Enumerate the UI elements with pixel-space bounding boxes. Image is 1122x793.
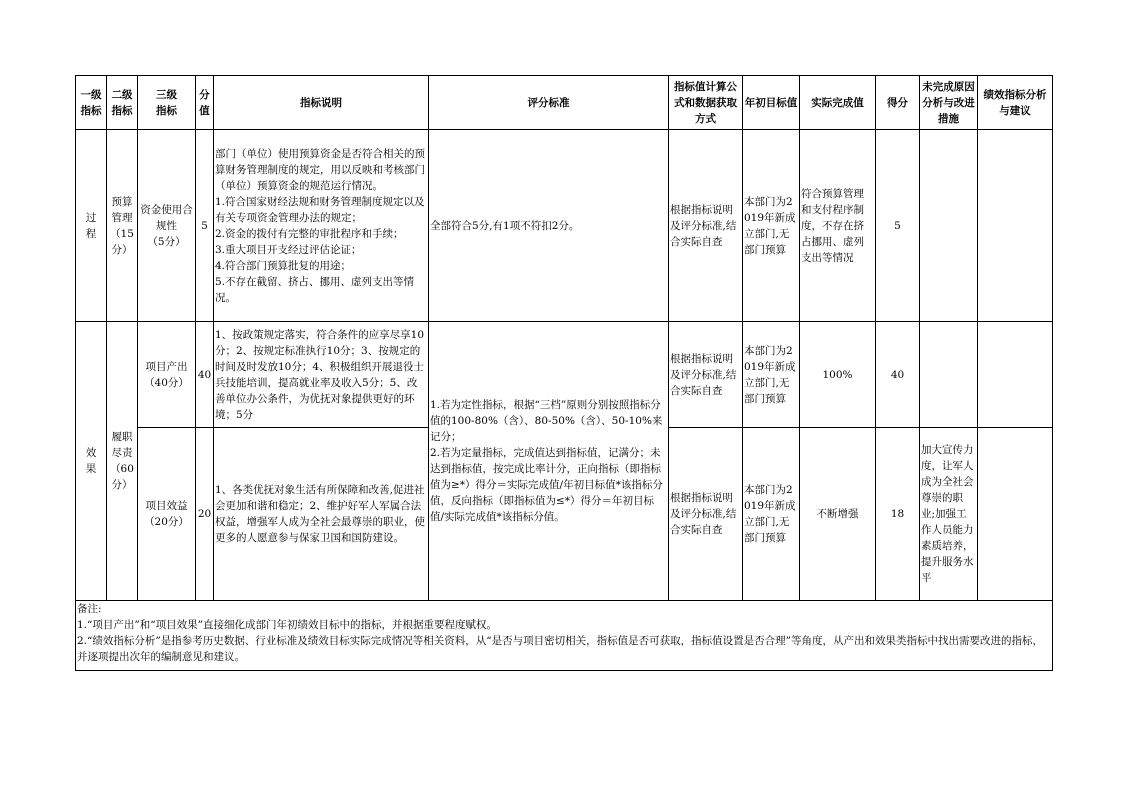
process-method: 根据指标说明及评分标准,结合实际自查: [669, 130, 743, 322]
header-level1: 一级 指标: [76, 76, 107, 130]
header-criteria: 评分标准: [429, 76, 669, 130]
benefit-score: 20: [196, 428, 214, 601]
header-method: 指标值计算公式和数据获取方式: [669, 76, 743, 130]
notes-item-2: 2.“绩效指标分析”是指参考历史数据、行业标准及绩效目标实际完成情况等相关资料，从“是否与项目密切相关，指标值是否可获取，指标值设置是否合理”等角度，从产出和效果类指标中找出需要改进的指标，并逐项提出次年的编制意见和建议。: [77, 635, 1043, 663]
process-reason: [920, 130, 978, 322]
benefit-method: 根据指标说明及评分标准,结合实际自查: [669, 428, 743, 601]
output-target: 本部门为2019年新成立部门,无部门预算: [743, 322, 800, 428]
notes-title: 备注:: [77, 603, 102, 615]
output-actual: 100%: [800, 322, 876, 428]
process-actual: 符合预算管理和支付程序制度，不存在挤占挪用、虚列支出等情况: [800, 130, 876, 322]
effect-level2: 履职 尽责 （60 分）: [107, 322, 138, 601]
benefit-actual: 不断增强: [800, 428, 876, 601]
output-score: 40: [196, 322, 214, 428]
notes-row: [76, 601, 1053, 671]
header-actual: 实际完成值: [800, 76, 876, 130]
header-row: [76, 76, 1053, 130]
effect-level1: 效 果: [76, 322, 107, 601]
header-got: 得分: [876, 76, 920, 130]
process-level1: 过 程: [76, 130, 107, 322]
process-got: 5: [876, 130, 920, 322]
benefit-description: 1、各类优抚对象生活有所保障和改善,促进社会更加和谐和稳定；2、维护好军人军属合法权益，增强军人成为全社会最尊崇的职业，使更多的人愿意参与保家卫国和国防建设。: [214, 428, 429, 601]
notes-cell: [76, 601, 1053, 671]
process-level2: 预算 管理 （15 分）: [107, 130, 138, 322]
process-description: 部门（单位）使用预算资金是否符合相关的预算财务管理制度的规定，用以反映和考核部门（单位）预算资金的规范运行情况。 1.符合国家财经法规和财务管理制度规定以及有关专项资金管理办法的规定； 2.资金的拨付有完整的审批程序和手续； 3.重大项目开支经过评估论证； 4.符合部门预算批复的用途； 5.不存在截留、挤占、挪用、虚列支出等情况。: [214, 130, 429, 322]
process-advice: [978, 130, 1053, 322]
output-method: 根据指标说明及评分标准,结合实际自查: [669, 322, 743, 428]
header-reason: 未完成原因分析与改进措施: [920, 76, 978, 130]
notes-item-1: 1.“项目产出”和“项目效果”直接细化成部门年初绩效目标中的指标，并根据重要程度赋权。: [77, 619, 497, 631]
output-advice: [978, 322, 1053, 428]
header-description: 指标说明: [214, 76, 429, 130]
header-advice: 绩效指标分析与建议: [978, 76, 1053, 130]
benefit-got: 18: [876, 428, 920, 601]
table-row: [76, 130, 1053, 322]
header-target: 年初目标值: [743, 76, 800, 130]
output-level3: 项目产出 （40分）: [138, 322, 196, 428]
table-row: [76, 322, 1053, 428]
output-reason: [920, 322, 978, 428]
effect-criteria: 1.若为定性指标，根据“三档”原则分别按照指标分值的100-80%（含）、80-50%（含）、50-10%来记分； 2.若为定量指标，完成值达到指标值，记满分；未达到指标值，按完成比率计分，正向指标（即指标值为≥*）得分＝实际完成值/年初目标值*该指标分值，反向指标（即指标值为≤*）得分＝年初目标值/实际完成值*该指标分值。: [429, 322, 669, 601]
benefit-level3: 项目效益 （20分）: [138, 428, 196, 601]
process-criteria: 全部符合5分,有1项不符扣2分。: [429, 130, 669, 322]
header-score: 分 值: [196, 76, 214, 130]
header-level2: 二级 指标: [107, 76, 138, 130]
benefit-advice: [978, 428, 1053, 601]
benefit-target: 本部门为2019年新成立部门,无部门预算: [743, 428, 800, 601]
header-level3: 三级 指标: [138, 76, 196, 130]
process-score: 5: [196, 130, 214, 322]
process-target: 本部门为2019年新成立部门,无部门预算: [743, 130, 800, 322]
benefit-reason: 加大宣传力度，让军人成为全社会尊崇的职业;加强工作人员能力素质培养，提升服务水平: [920, 428, 978, 601]
output-description: 1、按政策规定落实，符合条件的应享尽享10分；2、按规定标准执行10分；3、按规定的时间及时发放10分；4、积极组织开展退役士兵技能培训，提高就业率及收入5分；5、改善单位办公条件，为优抚对象提供更好的环境；5分: [214, 322, 429, 428]
process-level3: 资金使用合规性 （5分）: [138, 130, 196, 322]
performance-evaluation-table: [75, 75, 1053, 671]
output-got: 40: [876, 322, 920, 428]
